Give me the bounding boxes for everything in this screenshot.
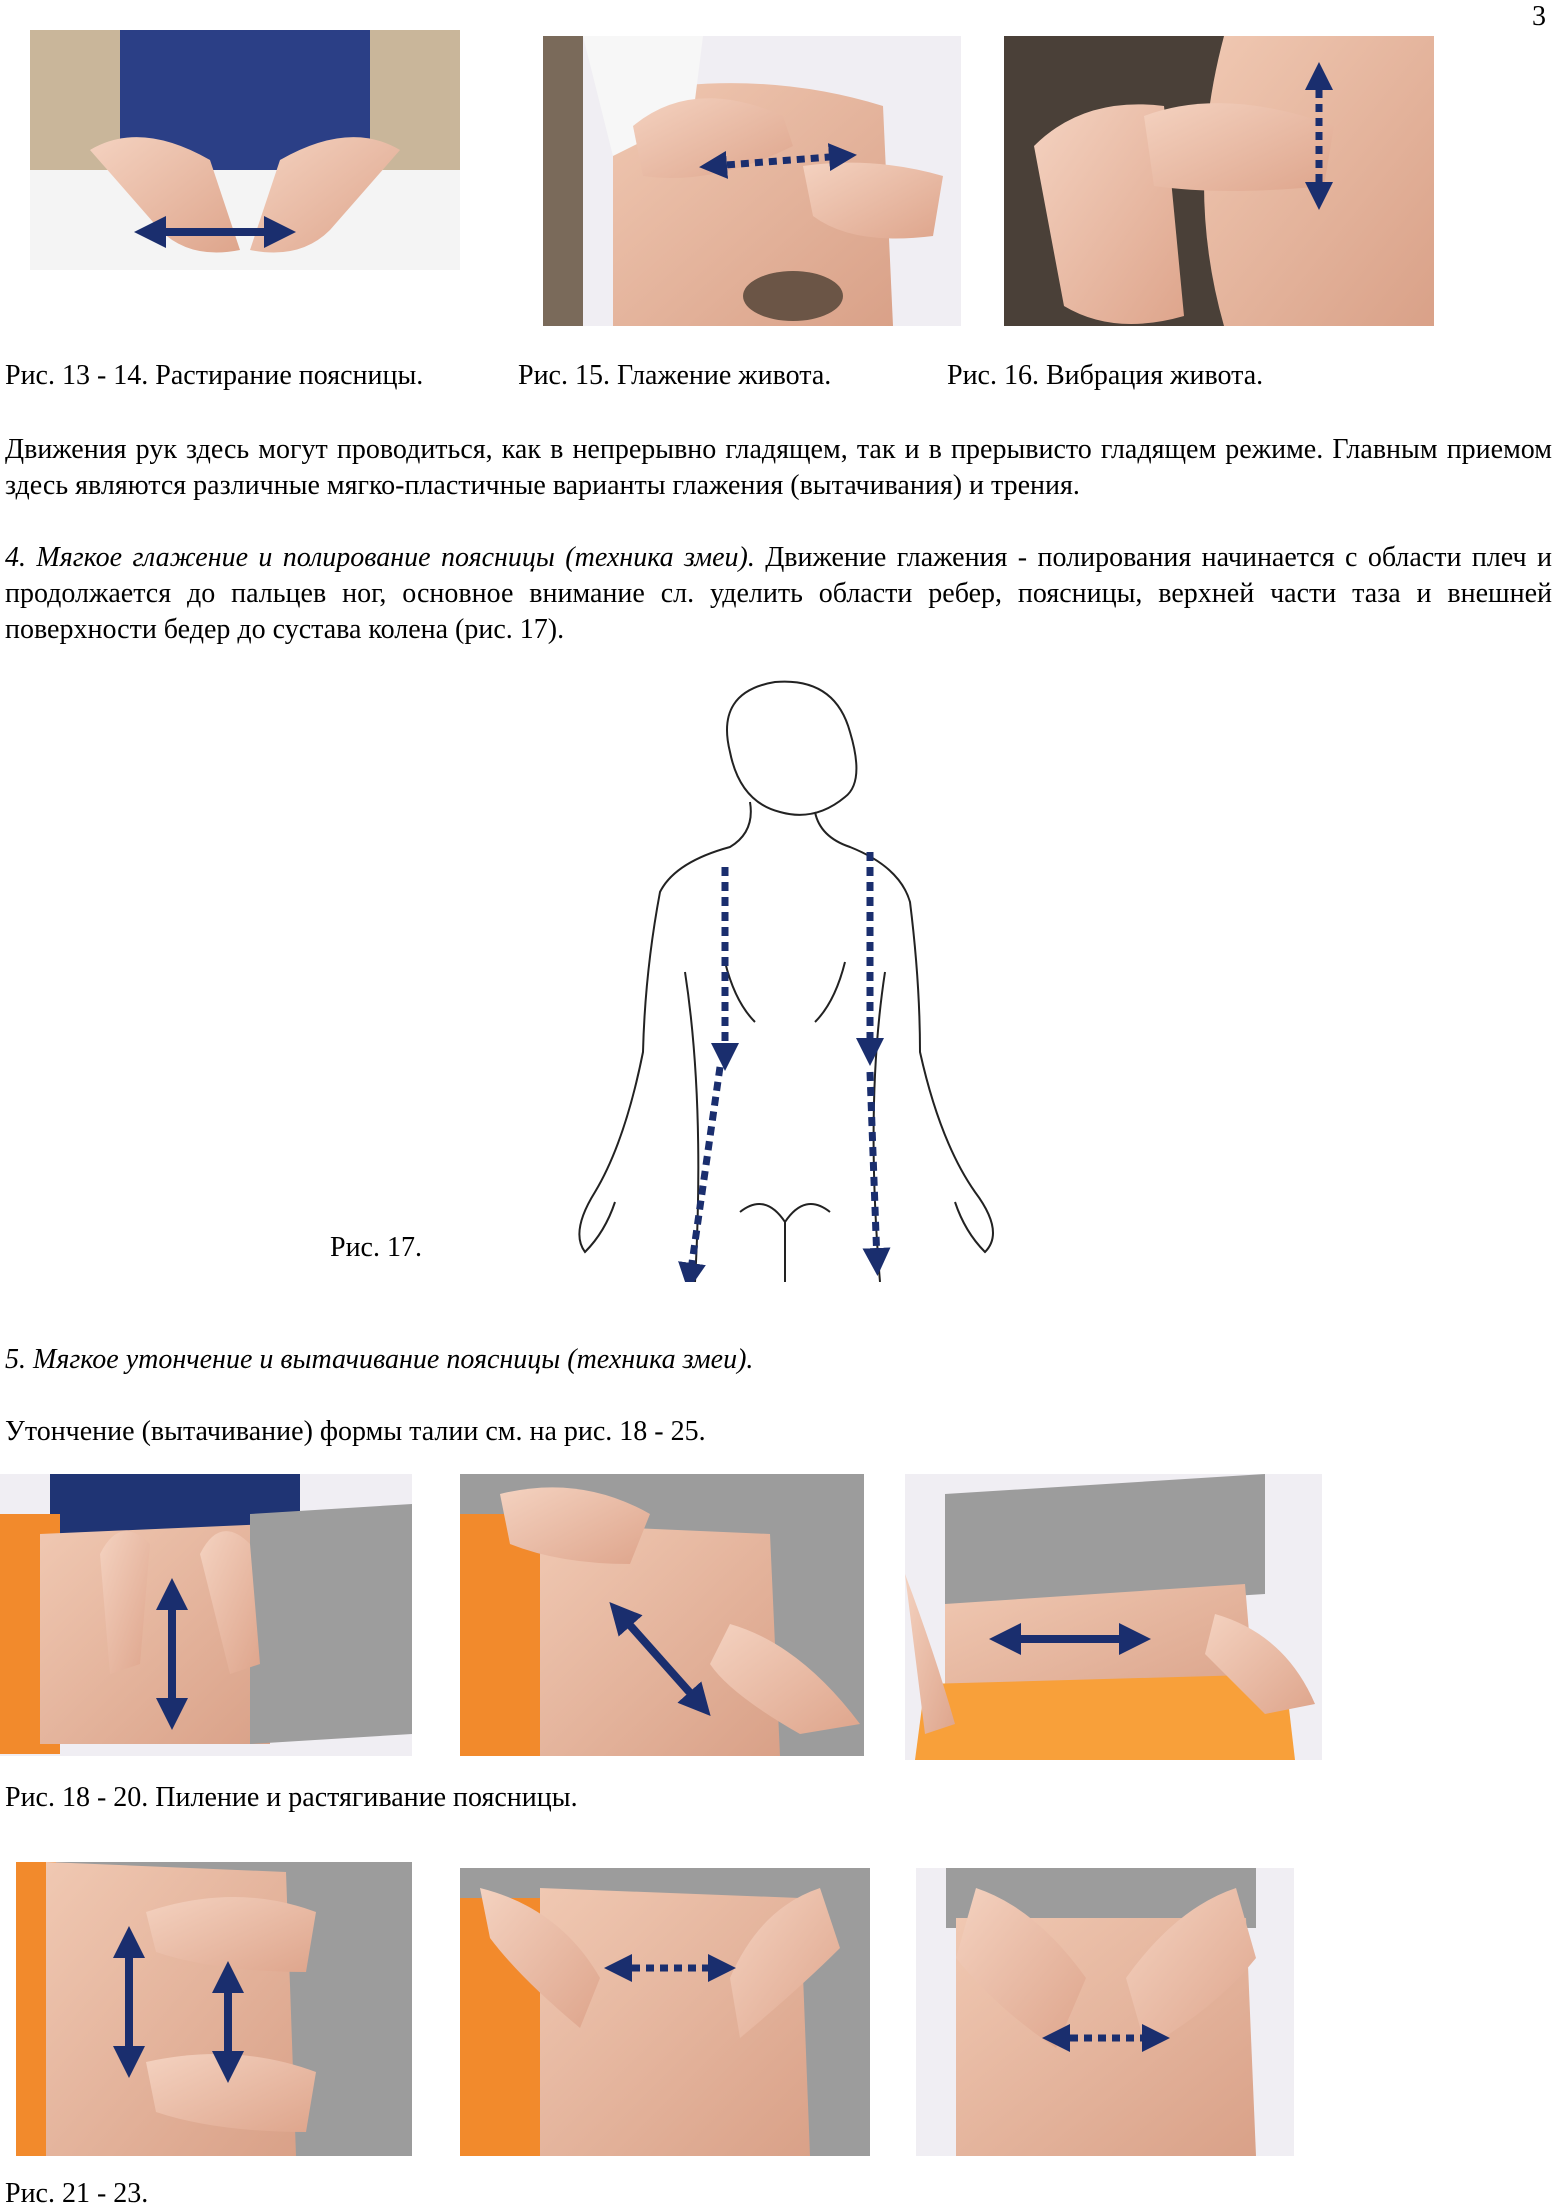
figure-16-photo bbox=[1004, 36, 1434, 326]
paragraph-3: Утончение (вытачивание) формы талии см. на рис. 18 - 25. bbox=[5, 1416, 706, 1447]
figure-17-drawing bbox=[565, 672, 1020, 1282]
figure-23-photo bbox=[916, 1868, 1294, 2156]
page-number: 3 bbox=[1532, 1, 1546, 32]
caption-fig18-20: Рис. 18 - 20. Пиление и растягивание поясницы. bbox=[5, 1782, 578, 1813]
figure-19-photo bbox=[460, 1474, 864, 1756]
figure-20-photo bbox=[905, 1474, 1322, 1760]
figure-18-photo bbox=[0, 1474, 412, 1756]
heading-5: 5. Мягкое утончение и вытачивание поясницы (техника змеи). bbox=[5, 1344, 754, 1375]
paragraph-2-body: Движение глажения - полирования начинается с области плеч и продолжается до пальцев ног, основное внимание сл. уделить области ребер, поясницы, верхней части таза и внешней поверхности бедер до сустава колена (рис. 17). bbox=[5, 542, 1552, 645]
caption-fig17: Рис. 17. bbox=[330, 1232, 422, 1263]
paragraph-1: Движения рук здесь могут проводиться, как в непрерывно гладящем, так и в прерывисто гладящем режиме. Главным приемом здесь являются различные мягко-пластичные варианты глажения (вытачивания) и трения. bbox=[5, 434, 1552, 501]
paragraph-2 bbox=[5, 540, 1552, 648]
caption-fig16: Рис. 16. Вибрация живота. bbox=[947, 360, 1264, 391]
paragraph-2-heading: 4. Мягкое глажение и полирование поясницы (техника змеи). bbox=[5, 542, 755, 573]
caption-fig15: Рис. 15. Глажение живота. bbox=[518, 360, 832, 391]
figure-15-photo bbox=[543, 36, 961, 326]
caption-fig21-23: Рис. 21 - 23. bbox=[5, 2178, 149, 2209]
figure-13-14-photo bbox=[30, 30, 460, 270]
figure-22-photo bbox=[460, 1868, 870, 2156]
fig17-arrow-left-lower bbox=[690, 1067, 720, 1277]
figure-21-photo bbox=[16, 1862, 412, 2156]
caption-fig13-14: Рис. 13 - 14. Растирание поясницы. bbox=[5, 360, 424, 391]
